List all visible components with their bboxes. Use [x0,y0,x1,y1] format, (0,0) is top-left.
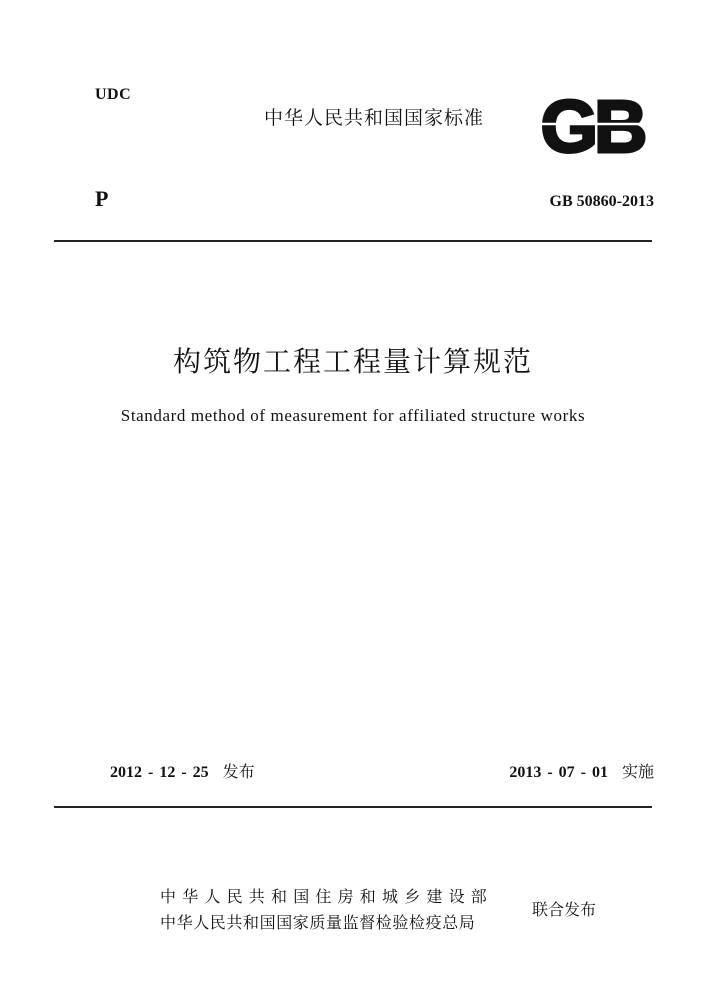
issuing-organizations [160,884,493,936]
issue-date-line [110,759,255,782]
standard-number: GB 50860-2013 [549,193,654,210]
document-title-english: Standard method of measurement for affiliated structure works [120,406,586,425]
category-code: P [95,186,109,211]
implement-date-line [509,759,654,782]
implement-label: 实施 [621,762,654,781]
gb-logo [530,92,654,160]
bottom-divider [54,806,652,808]
national-standard-heading: 中华人民共和国国家标准 [264,107,485,129]
gb-logo-text: GB [540,92,644,160]
implement-date: 2013 - 07 - 01 [509,764,608,781]
issuer-ministry-housing: 中华人民共和国住房和城乡建设部 [160,887,494,906]
document-title-chinese: 构筑物工程工程量计算规范 [172,345,533,378]
issue-label: 发布 [222,762,255,781]
issuer-aqsiq: 中华人民共和国国家质量监督检验检疫总局 [160,913,476,932]
udc-label: UDC [95,86,132,103]
issue-date: 2012 - 12 - 25 [110,764,209,781]
top-divider [54,240,652,242]
joint-issue-label: 联合发布 [532,900,597,919]
